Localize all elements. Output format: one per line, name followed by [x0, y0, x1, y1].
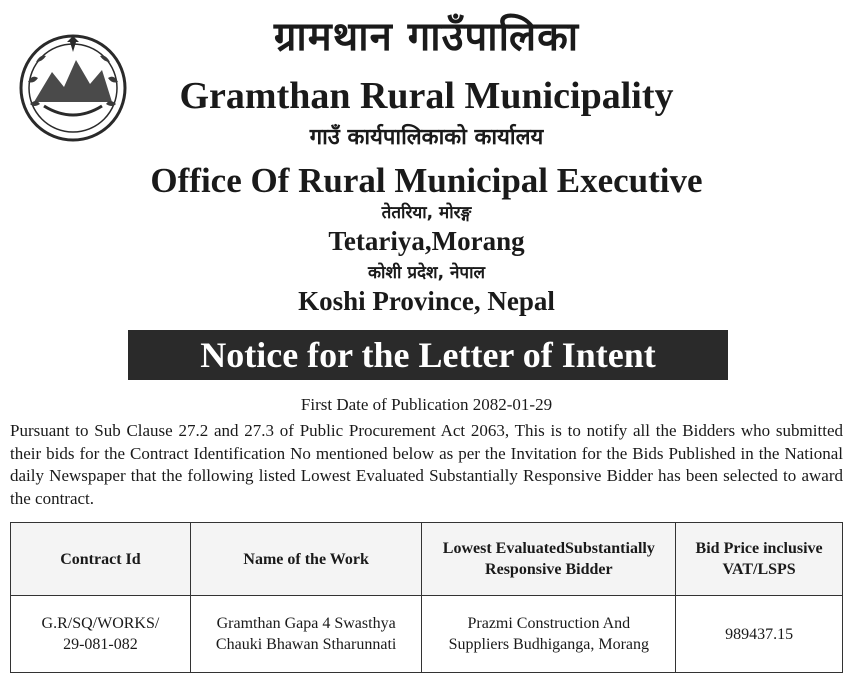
header-price-line1: Bid Price inclusive	[695, 540, 823, 557]
office-english: Office Of Rural Municipal Executive	[150, 161, 703, 200]
office-nepali: गाउँ कार्यपालिकाको कार्यालय	[309, 125, 544, 150]
header-contract-id: Contract Id	[11, 523, 191, 596]
province-english: Koshi Province, Nepal	[298, 286, 555, 316]
table-header-row	[11, 523, 843, 596]
notice-heading: Notice for the Letter of Intent	[128, 330, 728, 380]
table-row	[11, 596, 843, 673]
header-work-name: Name of the Work	[190, 523, 422, 596]
header-bid-price	[676, 523, 843, 596]
location-nepali: तेतरिया, मोरङ्ग	[381, 203, 472, 223]
bidder-line2: Suppliers Budhiganga, Morang	[448, 636, 650, 653]
notice-body: Pursuant to Sub Clause 27.2 and 27.3 of Public Procurement Act 2063, This is to notify all the Bidders who submitted their bids for the Contract Identification No mentioned below as per the Invitation for the Bids Published in the National daily Newspaper that the following listed Lowest Evaluated Substantially Responsive Bidder has been selected to award the contract.	[10, 421, 843, 508]
cell-contract-id	[11, 596, 191, 673]
cell-bid-price: 989437.15	[676, 596, 843, 673]
cell-bidder	[422, 596, 676, 673]
location-english: Tetariya,Morang	[328, 226, 525, 256]
header-price-line2: VAT/LSPS	[722, 561, 796, 578]
work-line1: Gramthan Gapa 4 Swasthya	[216, 615, 396, 632]
bidder-line1: Prazmi Construction And	[467, 615, 631, 632]
header-bidder	[422, 523, 676, 596]
province-nepali: कोशी प्रदेश, नेपाल	[368, 263, 485, 283]
title-english: Gramthan Rural Municipality	[179, 75, 674, 117]
contract-id-line1: G.R/SQ/WORKS/	[41, 615, 160, 632]
publication-date: First Date of Publication 2082-01-29	[300, 395, 553, 414]
work-line2: Chauki Bhawan Stharunnati	[215, 636, 397, 653]
header-bidder-line1: Lowest EvaluatedSubstantially	[442, 540, 655, 557]
title-nepali: ग्रामथान गाउँपालिका	[273, 14, 580, 60]
contract-id-line2: 29-081-082	[63, 636, 138, 653]
header-bidder-line2: Responsive Bidder	[485, 561, 613, 578]
cell-work-name	[190, 596, 422, 673]
bid-table	[10, 522, 843, 673]
